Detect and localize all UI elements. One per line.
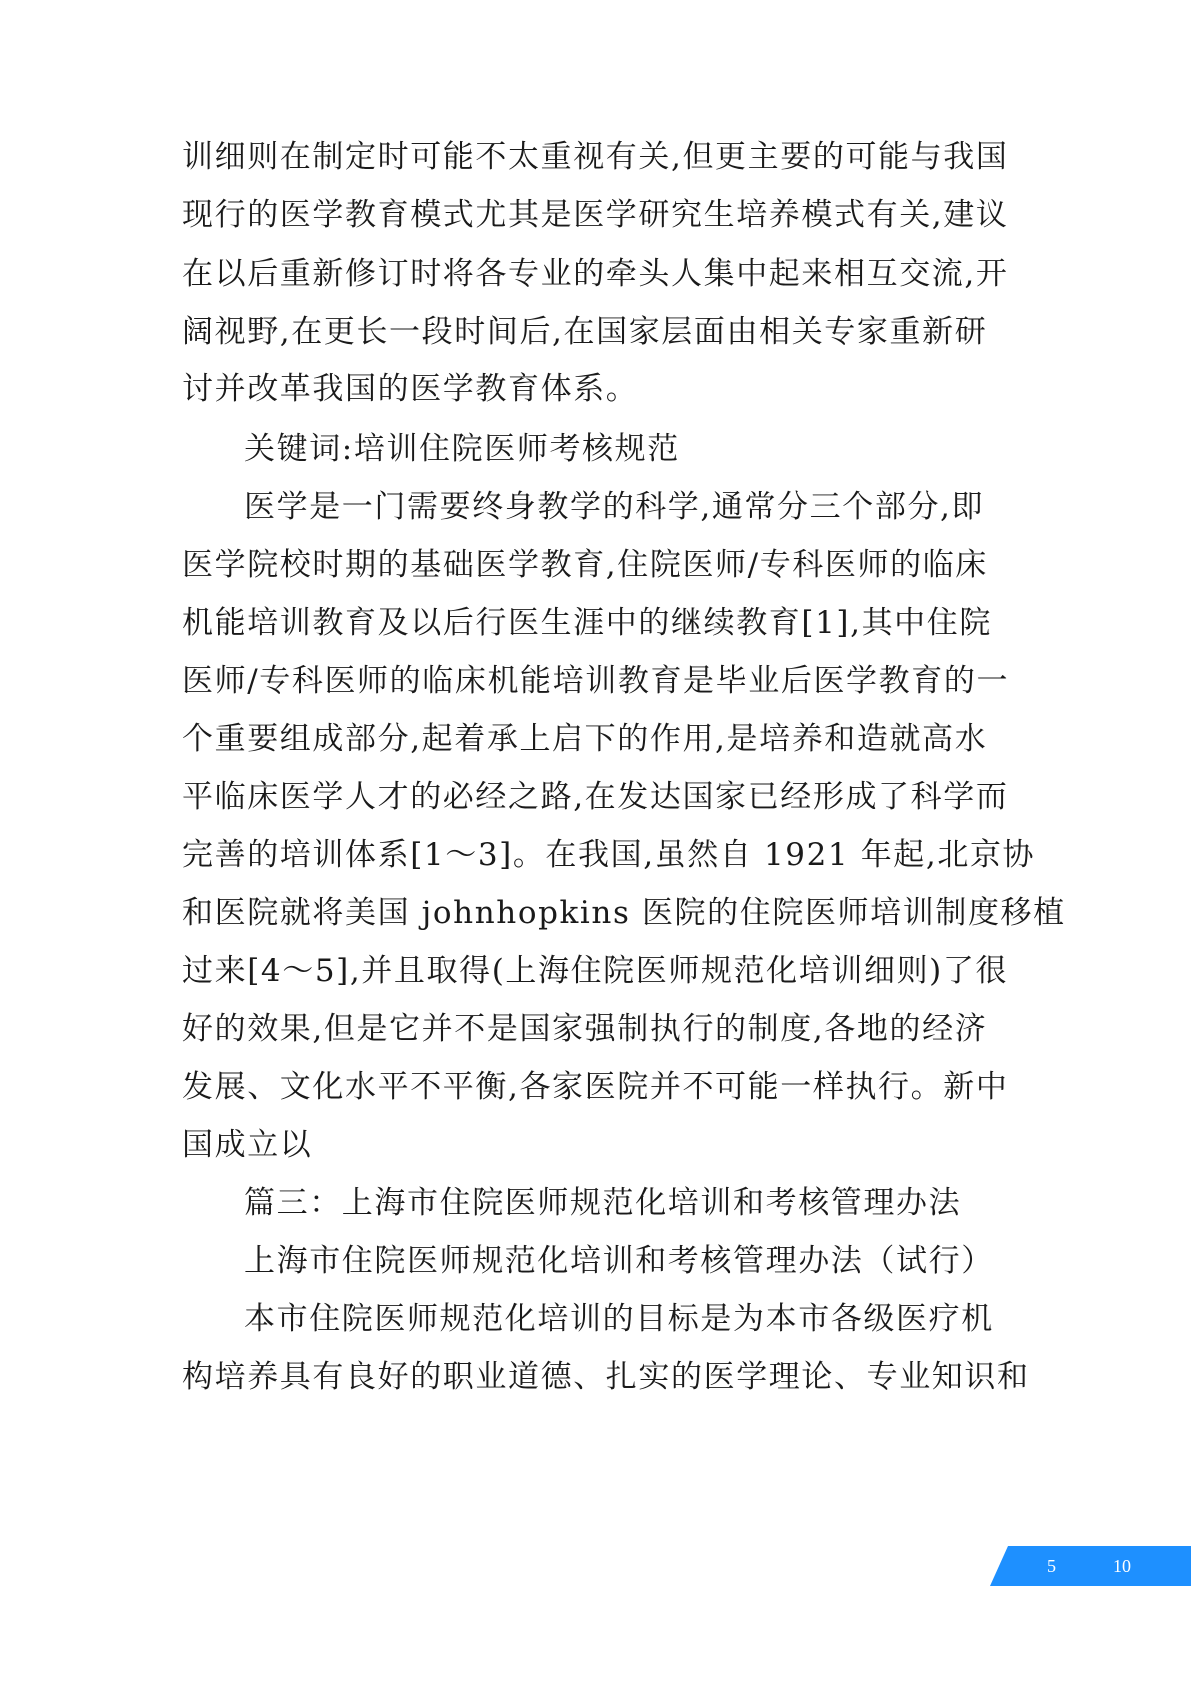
footer-bar-shape: [990, 1546, 1191, 1586]
text-line: 和医院就将美国 johnhopkins 医院的住院医师培训制度移植: [182, 895, 1066, 931]
text-line: 在以后重新修订时将各专业的牵头人集中起来相互交流,开: [182, 256, 1009, 292]
keywords-line: 关键词:培训住院医师考核规范: [244, 431, 680, 467]
paragraph-start: 本市住院医师规范化培训的目标是为本市各级医疗机: [244, 1301, 994, 1337]
total-pages-number: 10: [1113, 1556, 1131, 1576]
text-line: 机能培训教育及以后行医生涯中的继续教育[1],其中住院: [182, 605, 992, 641]
text-line: 医师/专科医师的临床机能培训教育是毕业后医学教育的一: [182, 663, 1010, 699]
text-line: 现行的医学教育模式尤其是医学研究生培养模式有关,建议: [182, 197, 1009, 233]
document-title: 上海市住院医师规范化培训和考核管理办法（试行）: [244, 1243, 994, 1279]
page-footer-bar: [990, 1546, 1191, 1586]
text-line: 过来[4～5],并且取得(上海住院医师规范化培训细则)了很: [182, 953, 1009, 989]
text-line: 完善的培训体系[1～3]。在我国,虽然自 1921 年起,北京协: [182, 837, 1036, 873]
text-line: 阔视野,在更长一段时间后,在国家层面由相关专家重新研: [182, 314, 988, 350]
current-page-number: 5: [1047, 1556, 1056, 1576]
text-line: 训细则在制定时可能不太重视有关,但更主要的可能与我国: [182, 139, 1009, 175]
text-line: 国成立以: [182, 1127, 313, 1163]
text-line: 医学院校时期的基础医学教育,住院医师/专科医师的临床: [182, 547, 988, 583]
text-line: 平临床医学人才的必经之路,在发达国家已经形成了科学而: [182, 779, 1009, 815]
paragraph-start: 医学是一门需要终身教学的科学,通常分三个部分,即: [244, 489, 985, 525]
text-line: 发展、文化水平不平衡,各家医院并不可能一样执行。新中: [182, 1069, 1009, 1105]
text-line: 讨并改革我国的医学教育体系。: [182, 371, 639, 407]
text-line: 好的效果,但是它并不是国家强制执行的制度,各地的经济: [182, 1011, 988, 1047]
text-line: 个重要组成部分,起着承上启下的作用,是培养和造就高水: [182, 721, 988, 757]
section-heading: 篇三：上海市住院医师规范化培训和考核管理办法: [244, 1185, 962, 1221]
text-line: 构培养具有良好的职业道德、扎实的医学理论、专业知识和: [182, 1359, 1030, 1395]
